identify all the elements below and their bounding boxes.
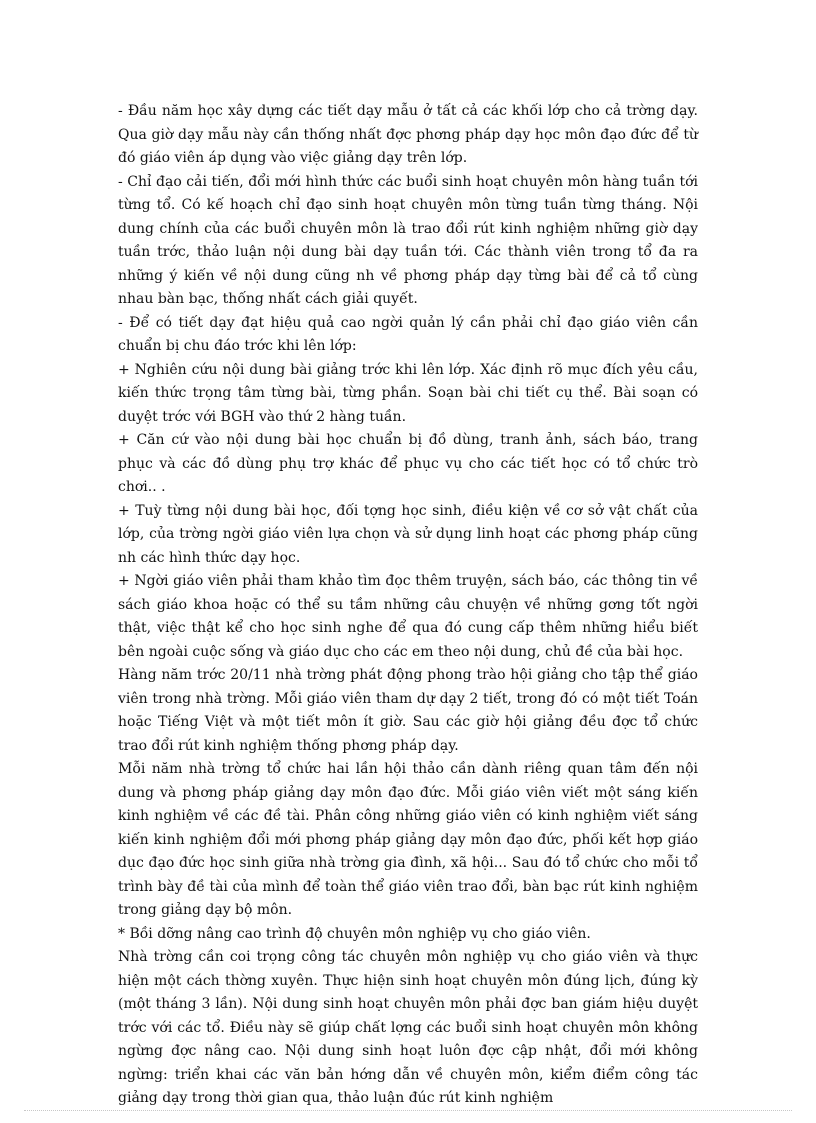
paragraph-flexible-methods: + Tuỳ từng nội dung bài học, đối tợng học sinh, điều kiện về cơ sở vật chất của lớp, của trờng ngời giáo viên lựa chọn và sử dụng linh hoạt các phơng pháp cũng nh các hình thức dạy học.: [118, 502, 698, 566]
body-text: [118, 100, 698, 1111]
paragraph-regular-training: Nhà trờng cần coi trọng công tác chuyên môn nghiệp vụ cho giáo viên và thực hiện một cách thờng xuyên. Thực hiện sinh hoạt chuyên môn đúng lịch, đúng kỳ (một tháng 3 lần). Nội dung sinh hoạt chuyên môn phải đợc ban giám hiệu duyệt trớc với các tổ. Điều này sẽ giúp chất lợng các buổi sinh hoạt chuyên môn không ngừng đợc nâng cao. Nội dung sinh hoạt luôn đợc cập nhật, đổi mới không ngừng: triển khai các văn bản hớng dẫn về chuyên môn, kiểm điểm công tác giảng dạy trong thời gian qua, thảo luận đúc rút kinh nghiệm: [118, 949, 698, 1106]
paragraph-professional-activities: - Chỉ đạo cải tiến, đổi mới hình thức các buổi sinh hoạt chuyên môn hàng tuần tới từng tổ. Có kế hoạch chỉ đạo sinh hoạt chuyên môn từng tuần từng tháng. Nội dung chính của các buổi chuyên môn là trao đổi rút kinh nghiệm những giờ dạy tuần trớc, thảo luận nội dung bài dạy tuần tới. Các thành viên trong tổ đa ra những ý kiến về nội dung cũng nh về phơng pháp dạy từng bài để cả tổ cùng nhau bàn bạc, thống nhất cách giải quyết.: [118, 173, 698, 307]
page-bottom-border: [24, 1110, 792, 1111]
paragraph-workshops: Mỗi năm nhà trờng tổ chức hai lần hội thảo cần dành riêng quan tâm đến nội dung và phơng pháp giảng dạy môn đạo đức. Mỗi giáo viên viết một sáng kiến kinh nghiệm về các đề tài. Phân công những giáo viên có kinh nghiệm viết sáng kiến kinh nghiệm đổi mới phơng pháp giảng dạy môn đạo đức, phối kết hợp giáo dục đạo đức học sinh giữa nhà trờng gia đình, xã hội... Sau đó tổ chức cho mỗi tổ trình bày đề tài của mình để toàn thể giáo viên trao đổi, bàn bạc rút kinh nghiệm trong giảng dạy bộ môn.: [118, 761, 698, 918]
paragraph-research-content: + Nghiên cứu nội dung bài giảng trớc khi lên lớp. Xác định rõ mục đích yêu cầu, kiến thức trọng tâm từng bài, từng phần. Soạn bài chi tiết cụ thể. Bài soạn có duyệt trớc với BGH vào thứ 2 hàng tuần.: [118, 361, 698, 425]
paragraph-lesson-preparation: - Để có tiết dạy đạt hiệu quả cao ngời quản lý cần phải chỉ đạo giáo viên cần chuẩn bị chu đáo trớc khi lên lớp:: [118, 314, 698, 354]
paragraph-reference-materials: + Ngời giáo viên phải tham khảo tìm đọc thêm truyện, sách báo, các thông tin về sách giáo khoa hoặc có thể su tầm những câu chuyện về những gơng tốt ngời thật, việc thật kể cho học sinh nghe để qua đó cung cấp thêm những hiểu biết bên ngoài cuộc sống và giáo dục cho các em theo nội dung, chủ đề của bài học.: [118, 573, 698, 660]
paragraph-model-lessons: - Đầu năm học xây dựng các tiết dạy mẫu ở tất cả các khối lớp cho cả trờng dạy. Qua giờ dạy mẫu này cần thống nhất đợc phơng pháp dạy học môn đạo đức để từ đó giáo viên áp dụng vào việc giảng dạy trên lớp.: [118, 103, 698, 166]
paragraph-teaching-contest: Hàng năm trớc 20/11 nhà trờng phát động phong trào hội giảng cho tập thể giáo viên trong nhà trờng. Mỗi giáo viên tham dự dạy 2 tiết, trong đó có một tiết Toán hoặc Tiếng Việt và một tiết môn ít giờ. Sau các giờ hội giảng đều đợc tổ chức trao đổi rút kinh nghiệm thống phơng pháp dạy.: [118, 667, 698, 754]
paragraph-teaching-aids: + Căn cứ vào nội dung bài học chuẩn bị đồ dùng, tranh ảnh, sách báo, trang phục và các đồ dùng phụ trợ khác để phục vụ cho các tiết học có tổ chức trò chơi.. .: [118, 432, 698, 495]
paragraph-section-heading: * Bồi dỡng nâng cao trình độ chuyên môn nghiệp vụ cho giáo viên.: [118, 925, 591, 942]
